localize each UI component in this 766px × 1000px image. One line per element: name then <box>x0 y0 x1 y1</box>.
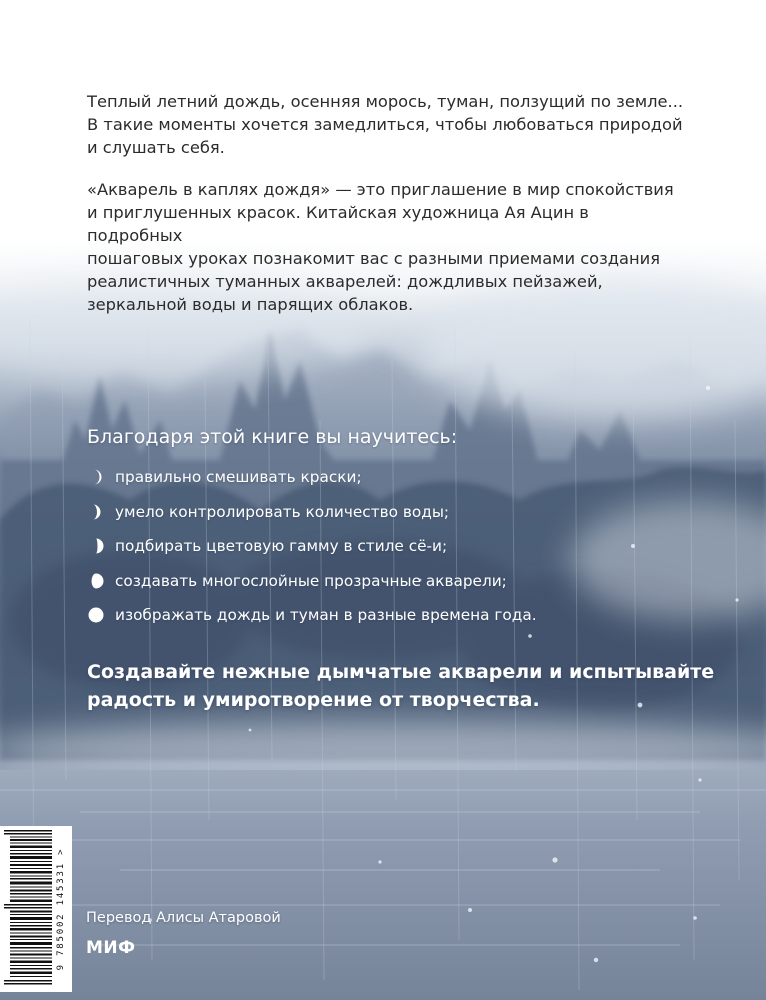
intro-paragraph-1 <box>87 90 687 159</box>
text-line: В такие моменты хочется замедлиться, чтобы любоваться природой <box>87 115 683 134</box>
publisher-logo: МИФ <box>86 938 136 958</box>
list-item <box>87 564 707 599</box>
text-line: «Акварель в каплях дождя» — это приглашение в мир спокойствия <box>87 180 674 199</box>
isbn-barcode <box>0 826 72 992</box>
list-item <box>87 460 707 495</box>
text-line: Теплый летний дождь, осенняя морось, туман, ползущий по земле... <box>87 92 684 111</box>
translator-credit: Перевод Алисы Атаровой <box>86 910 281 926</box>
barcode-bars <box>4 830 52 988</box>
intro-paragraph-2 <box>87 178 687 316</box>
text-line: и приглушенных красок. Китайская художница Ая Ацин в подробных <box>87 203 589 245</box>
text-line: зеркальной воды и парящих облаков. <box>87 295 414 314</box>
list-item-text: правильно смешивать краски; <box>115 468 362 487</box>
text-line: и слушать себя. <box>87 138 225 157</box>
list-item <box>87 598 707 633</box>
text-line: радость и умиротворение от творчества. <box>87 689 540 711</box>
list-item-text: умело контролировать количество воды; <box>115 502 450 521</box>
gibbous-moon-icon <box>87 572 105 590</box>
crescent-moon-icon <box>87 468 105 486</box>
crescent-moon-icon <box>87 503 105 521</box>
list-item-text: создавать многослойные прозрачные акварели; <box>115 571 507 590</box>
lake-surface <box>0 770 766 1000</box>
isbn-number: 9 785002 145331 > <box>56 847 66 971</box>
text-line: пошаговых уроках познакомит вас с разными приемами создания <box>87 249 661 268</box>
list-item <box>87 495 707 530</box>
list-item-text: изображать дождь и туман в разные времена года. <box>115 606 537 625</box>
learn-heading: Благодаря этой книге вы научитесь: <box>87 426 458 448</box>
closing-statement <box>87 658 727 714</box>
text-line: Создавайте нежные дымчатые акварели и испытывайте <box>87 661 715 683</box>
text-line: реалистичных туманных акварелей: дождливых пейзажей, <box>87 272 603 291</box>
skills-list <box>87 460 707 633</box>
list-item <box>87 529 707 564</box>
half-moon-icon <box>87 537 105 555</box>
full-moon-icon <box>87 606 105 624</box>
list-item-text: подбирать цветовую гамму в стиле сё-и; <box>115 537 448 556</box>
